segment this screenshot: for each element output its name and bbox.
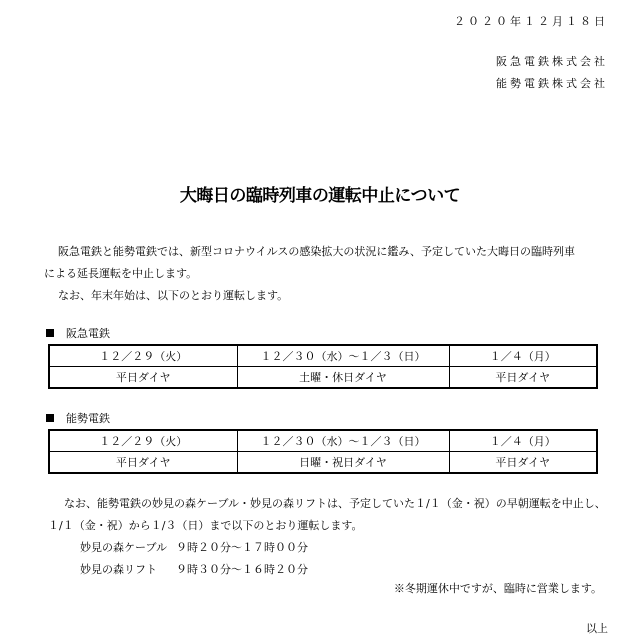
remark: ※冬期運休中ですが、臨時に営業します。 [393, 582, 602, 595]
date-cell: １２／３０（水）～１／３（日） [237, 345, 449, 367]
schedule-cell: 平日ダイヤ [449, 452, 597, 474]
date-cell: １２／３０（水）～１／３（日） [237, 430, 449, 452]
date-cell: １２／２９（火） [49, 345, 237, 367]
schedule-cell: 土曜・休日ダイヤ [237, 367, 449, 389]
facility-hours: ９時２０分～１７時００分 [176, 541, 308, 554]
facility-name: 妙見の森ケーブル [80, 541, 168, 554]
schedule-cell: 平日ダイヤ [49, 367, 237, 389]
facility-hours: ９時３０分～１６時２０分 [176, 563, 308, 576]
issuer-nose: 能勢電鉄株式会社 [496, 77, 608, 90]
section-name: 阪急電鉄 [66, 327, 110, 340]
table-row-schedules [49, 367, 597, 389]
date-cell: １／４（月） [449, 345, 597, 367]
paragraph-2: なお、年末年始は、以下のとおり運転します。 [58, 289, 289, 302]
schedule-cell: 平日ダイヤ [49, 452, 237, 474]
closing-mark: 以上 [586, 622, 608, 635]
schedule-table-nose [48, 429, 598, 474]
table-row-dates [49, 345, 597, 367]
section-heading-hankyu [46, 325, 110, 341]
facility-name: 妙見の森リフト [80, 563, 157, 576]
paragraph-1-line-2: による延長運転を中止します。 [44, 267, 198, 280]
section-heading-nose [46, 410, 110, 426]
date-cell: １２／２９（火） [49, 430, 237, 452]
square-bullet-icon [46, 329, 54, 337]
schedule-table-hankyu [48, 344, 598, 389]
note-line-1: なお、能勢電鉄の妙見の森ケーブル・妙見の森リフトは、予定していた１/１（金・祝）の早朝運転を中止し、 [64, 497, 606, 510]
section-name: 能勢電鉄 [66, 412, 110, 425]
schedule-cell: 平日ダイヤ [449, 367, 597, 389]
schedule-cell: 日曜・祝日ダイヤ [237, 452, 449, 474]
note-line-2: １/１（金・祝）から１/３（日）まで以下のとおり運転します。 [48, 519, 363, 532]
date-cell: １／４（月） [449, 430, 597, 452]
square-bullet-icon [46, 414, 54, 422]
table-row-dates [49, 430, 597, 452]
table-row-schedules [49, 452, 597, 474]
document-date: ２０２０年１２月１８日 [454, 15, 608, 28]
paragraph-1-line-1: 阪急電鉄と能勢電鉄では、新型コロナウイルスの感染拡大の状況に鑑み、予定していた大晦日の臨時列車 [58, 245, 575, 258]
page-title: 大晦日の臨時列車の運転中止について [179, 186, 461, 206]
issuer-hankyu: 阪急電鉄株式会社 [496, 55, 608, 68]
